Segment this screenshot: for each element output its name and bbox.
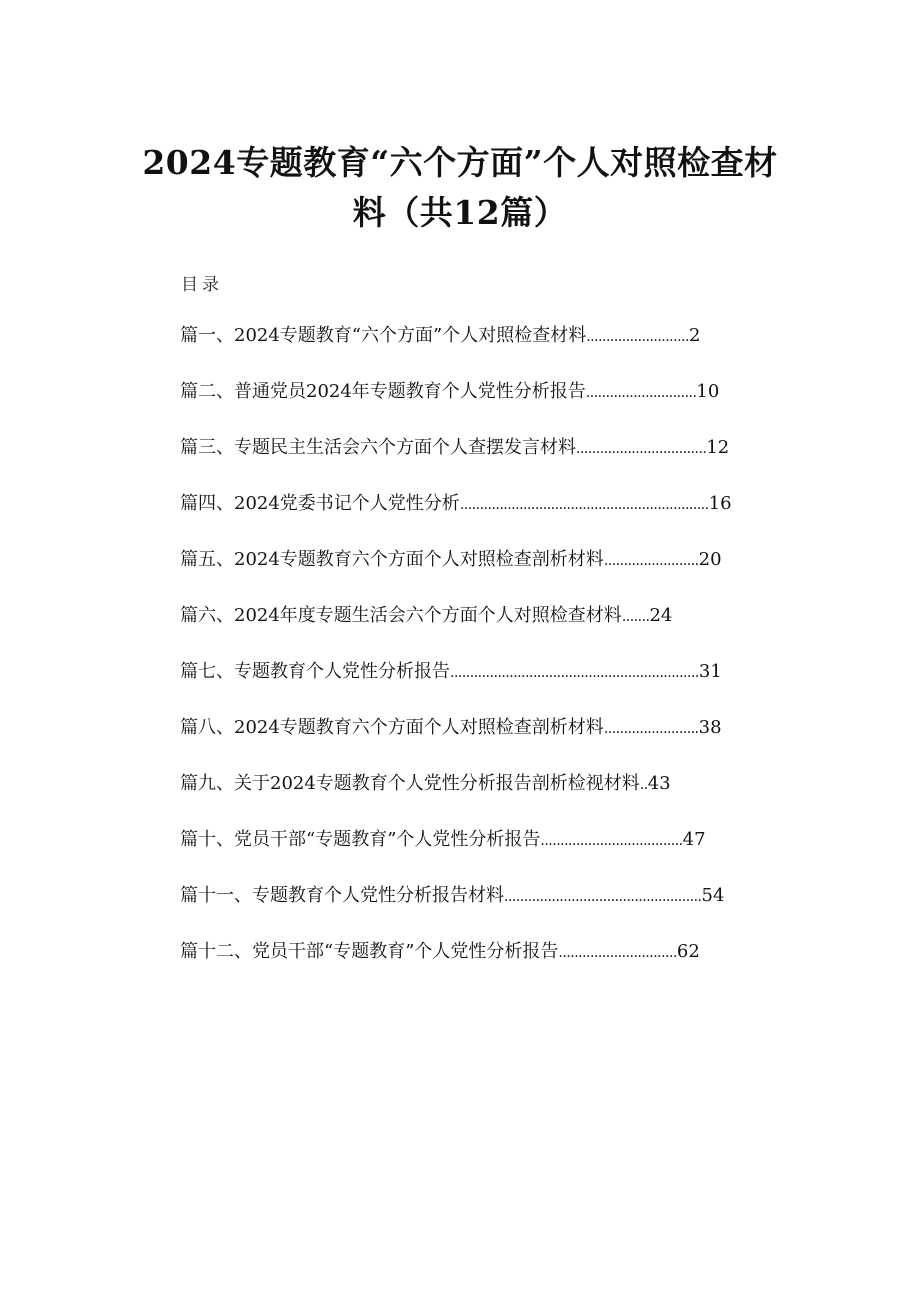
toc-entry-title: 篇五、2024专题教育六个方面个人对照检查剖析材料 — [180, 549, 604, 570]
toc-entry-title: 篇一、2024专题教育“六个方面”个人对照检查材料 — [180, 325, 587, 346]
toc-page-number: 12 — [706, 437, 730, 458]
toc-entry[interactable] — [180, 488, 800, 544]
toc-leader-dots: .......................... — [586, 329, 689, 345]
toc-entry-line — [180, 376, 719, 409]
toc-entry[interactable] — [180, 936, 800, 992]
toc-entry-title: 篇四、2024党委书记个人党性分析 — [180, 493, 460, 514]
toc-entry-title: 篇七、专题教育个人党性分析报告 — [180, 661, 450, 682]
toc-entry-title: 篇八、2024专题教育六个方面个人对照检查剖析材料 — [180, 717, 604, 738]
toc-entry-line — [180, 432, 729, 465]
toc-entry[interactable] — [180, 712, 800, 768]
toc-page-number: 47 — [682, 829, 706, 850]
toc-entry-line — [180, 600, 672, 633]
toc-leader-dots: ............................................................... — [450, 665, 699, 681]
document-title — [120, 138, 800, 238]
toc-entry-title: 篇十一、专题教育个人党性分析报告材料 — [180, 885, 504, 906]
toc-entry-title: 篇九、关于2024专题教育个人党性分析报告剖析检视材料 — [180, 773, 640, 794]
toc-leader-dots: ................................. — [576, 441, 707, 457]
toc-page-number: 62 — [676, 941, 700, 962]
toc-leader-dots: ........................ — [603, 721, 699, 737]
toc-entry-line — [180, 488, 732, 521]
toc-leader-dots: ....... — [621, 609, 650, 625]
toc-page-number: 31 — [698, 661, 722, 682]
toc-leader-dots: .............................. — [558, 945, 677, 961]
toc-entry-line — [180, 712, 722, 745]
toc-page-number: 43 — [647, 773, 671, 794]
toc-page-number: 16 — [708, 493, 732, 514]
toc-entry-line — [180, 880, 724, 913]
toc-leader-dots: .................................................. — [504, 889, 702, 905]
toc-page-number: 2 — [688, 325, 701, 346]
toc-entry-title: 篇十、党员干部“专题教育”个人党性分析报告 — [180, 829, 541, 850]
toc-entry-line — [180, 656, 722, 689]
toc-entry[interactable] — [180, 768, 800, 824]
toc-entry[interactable] — [180, 600, 800, 656]
toc-entry-line — [180, 768, 671, 801]
toc-entry-title: 篇二、普通党员2024年专题教育个人党性分析报告 — [180, 381, 586, 402]
toc-entry-line — [180, 544, 722, 577]
toc-entry[interactable] — [180, 656, 800, 712]
toc-entry-title: 篇十二、党员干部“专题教育”个人党性分析报告 — [180, 941, 559, 962]
toc-leader-dots: ............................................................... — [459, 497, 709, 513]
toc-leader-dots: .. — [639, 777, 648, 793]
toc-entry[interactable] — [180, 824, 800, 880]
toc-entry-title: 篇六、2024年度专题生活会六个方面个人对照检查材料 — [180, 605, 622, 626]
toc-entry[interactable] — [180, 320, 800, 376]
toc-entry[interactable] — [180, 880, 800, 936]
toc-entry[interactable] — [180, 376, 800, 432]
table-of-contents — [180, 320, 800, 992]
toc-page-number: 24 — [649, 605, 673, 626]
title-line-1: 2024专题教育“六个方面”个人对照检查材 — [142, 143, 778, 182]
toc-page-number: 10 — [696, 381, 720, 402]
toc-entry-title: 篇三、专题民主生活会六个方面个人查摆发言材料 — [180, 437, 576, 458]
toc-heading: 目录 — [181, 275, 223, 295]
toc-page-number: 38 — [698, 717, 722, 738]
title-line-2: 料（共12篇） — [352, 193, 568, 232]
toc-leader-dots: .................................... — [540, 833, 683, 849]
toc-entry[interactable] — [180, 544, 800, 600]
toc-entry-line — [180, 936, 700, 969]
toc-entry-line — [180, 824, 706, 857]
toc-leader-dots: ........................ — [603, 553, 699, 569]
toc-entry-line — [180, 320, 700, 353]
toc-page-number: 54 — [701, 885, 725, 906]
toc-entry[interactable] — [180, 432, 800, 488]
toc-page-number: 20 — [698, 549, 722, 570]
toc-leader-dots: ............................ — [585, 385, 697, 401]
